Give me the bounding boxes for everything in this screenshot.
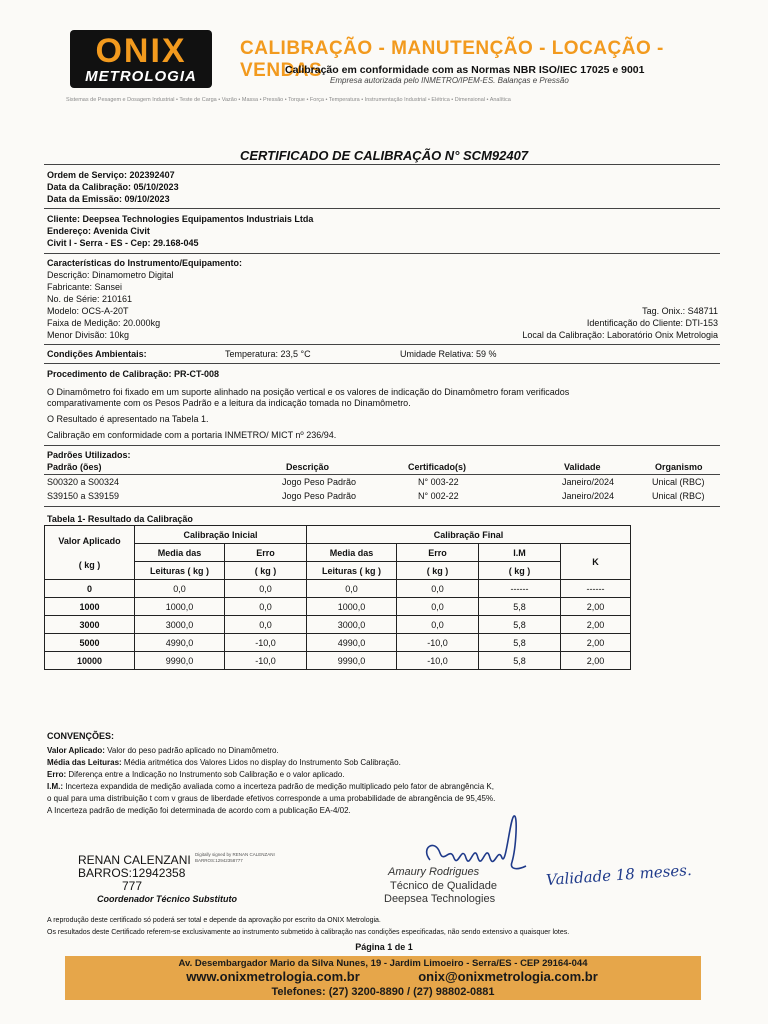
convention-text: Valor do peso padrão aplicado no Dinamômetro.: [104, 746, 279, 755]
calibration-date: Data da Calibração: 05/10/2023: [47, 182, 179, 192]
convention-im: [47, 782, 494, 791]
standard-row-pattern: S39150 a S39159: [47, 491, 120, 501]
results-table: [44, 525, 631, 670]
final-error-header: Erro: [397, 544, 479, 562]
procedure-label: Procedimento de Calibração: PR-CT-008: [47, 369, 220, 379]
footer-website: www.onixmetrologia.com.br: [186, 969, 360, 984]
table-caption: Tabela 1- Resultado da Calibração: [47, 514, 193, 524]
table-row: [45, 616, 631, 634]
convention-label: Erro:: [47, 770, 67, 779]
convention-text: Média aritmética dos Valores Lidos no display do Instrumento Sob Calibração.: [121, 758, 401, 767]
cell: 0,0: [397, 580, 479, 598]
standard-row-certificate: N° 002-22: [418, 491, 459, 501]
cell: 0,0: [225, 598, 307, 616]
coordinator-name: BARROS:12942358: [78, 866, 186, 880]
divider: [44, 445, 720, 446]
cell: 5,8: [479, 598, 561, 616]
certificate-title: CERTIFICADO DE CALIBRAÇÃO N° SCM92407: [239, 148, 529, 163]
table-row: [45, 634, 631, 652]
cell: 3000,0: [307, 616, 397, 634]
applied-unit: ( kg ): [78, 559, 101, 570]
standards-col-description: Descrição: [286, 462, 330, 472]
divider: [44, 363, 720, 364]
standard-row-organism: Unical (RBC): [652, 491, 705, 501]
service-order: Ordem de Serviço: 202392407: [47, 170, 175, 180]
calibration-location: Local da Calibração: Laboratório Onix Metrologia: [522, 330, 718, 340]
cell: 0,0: [307, 580, 397, 598]
cell: 0,0: [135, 580, 225, 598]
col-final: Calibração Final: [307, 526, 631, 544]
cell: ------: [479, 580, 561, 598]
coordinator-role: Coordenador Técnico Substituto: [97, 894, 238, 904]
standards-col-organism: Organismo: [655, 462, 703, 472]
tag-onix: Tag. Onix.: S48711: [642, 306, 718, 316]
disclaimer-line: Os resultados deste Certificado referem-se exclusivamente ao instrumento submetido à calibração nas condições especificadas, não sendo extensivo a quaisquer lotes.: [47, 929, 570, 936]
instrument-division: Menor Divisão: 10kg: [47, 330, 130, 340]
final-mean-header: Media das: [307, 544, 397, 562]
standards-heading: Padrões Utilizados:: [47, 450, 131, 460]
col-applied: [45, 526, 135, 580]
divider: [44, 506, 720, 507]
tech-company: Deepsea Technologies: [384, 893, 496, 905]
procedure-text: O Dinamômetro foi fixado em um suporte alinhado na posição vertical e os valores de indicação do Dinamômetro foram verificados: [47, 387, 570, 397]
cell: -10,0: [397, 634, 479, 652]
onix-logo: [70, 30, 212, 88]
services-band: Sistemas de Pesagem e Dosagem Industrial • Teste de Carga • Vazão • Massa • Pressão • Torque • Força • Temperatura • Instrumentação Industrial • Elétrica • Dimensional • Analítica: [66, 97, 511, 103]
footer-band: [65, 956, 701, 1000]
initial-mean-unit: Leituras ( kg ): [135, 562, 225, 580]
standard-row-description: Jogo Peso Padrão: [282, 491, 357, 501]
standard-row-pattern: S00320 a S00324: [47, 477, 120, 487]
footer-address: Av. Desembargador Mario da Silva Nunes, 19 - Jardim Limoeiro - Serra/ES - CEP 29164-044: [178, 958, 588, 969]
cell: 0,0: [225, 580, 307, 598]
client-name: Cliente: Deepsea Technologies Equipamentos Industriais Ltda: [47, 214, 314, 224]
standard-row-certificate: N° 003-22: [418, 477, 459, 487]
table-row: [45, 652, 631, 670]
cell: 9990,0: [307, 652, 397, 670]
coordinator-name: RENAN CALENZANI: [78, 853, 191, 867]
cell: 5000: [45, 634, 135, 652]
standard-row-validity: Janeiro/2024: [562, 477, 615, 487]
tech-name: Amaury Rodrigues: [388, 866, 480, 878]
instrument-manufacturer: Fabricante: Sansei: [47, 282, 123, 292]
convention-im-3: A Incerteza padrão de medição foi determinada de acordo com a publicação EA-4/02.: [47, 806, 351, 815]
k-header: K: [561, 544, 631, 580]
divider: [44, 344, 720, 345]
table-row: [45, 598, 631, 616]
divider: [44, 253, 720, 254]
convention-im-2: o qual para uma distribuição t com v graus de liberdade efetivos corresponde a uma probabilidade de abrangência de 95,45%.: [47, 794, 496, 803]
standard-row-validity: Janeiro/2024: [562, 491, 615, 501]
cell: 1000,0: [307, 598, 397, 616]
initial-error-unit: ( kg ): [225, 562, 307, 580]
cell: 0,0: [225, 616, 307, 634]
instrument-description: Descrição: Dinamometro Digital: [47, 270, 174, 280]
cell: 0,0: [397, 616, 479, 634]
client-city: Civit I - Serra - ES - Cep: 29.168-045: [47, 238, 199, 248]
authorized-line: Empresa autorizada pelo INMETRO/IPEM-ES. Balanças e Pressão: [330, 76, 569, 85]
client-address: Endereço: Avenida Civit: [47, 226, 150, 236]
convention-label: Média das Leituras:: [47, 758, 122, 767]
final-mean-unit: Leituras ( kg ): [307, 562, 397, 580]
cell: 5,8: [479, 652, 561, 670]
environment-label: Condições Ambientais:: [47, 349, 147, 359]
divider: [44, 164, 720, 165]
convention-applied: [47, 746, 279, 755]
cell: 10000: [45, 652, 135, 670]
cell: 0,0: [397, 598, 479, 616]
initial-error-header: Erro: [225, 544, 307, 562]
divider: [44, 474, 720, 475]
procedure-text: comparativamente com os Pesos Padrão e a leitura da indicação tomada no Dinamômetro.: [47, 398, 411, 408]
divider: [44, 208, 720, 209]
standards-col-certificate: Certificado(s): [408, 462, 467, 472]
conformity-line: Calibração em conformidade com as Normas NBR ISO/IEC 17025 e 9001: [285, 64, 645, 76]
convention-text: Diferença entre a Indicação no Instrumento sob Calibração e o valor aplicado.: [66, 770, 345, 779]
instrument-heading: Características do Instrumento/Equipamento:: [47, 258, 243, 268]
cell: ------: [561, 580, 631, 598]
applied-label: Valor Aplicado: [58, 535, 121, 546]
logo-bottom: METROLOGIA: [85, 68, 197, 85]
page-number: Página 1 de 1: [355, 942, 413, 952]
instrument-range: Faixa de Medição: 20.000kg: [47, 318, 161, 328]
cell: 4990,0: [135, 634, 225, 652]
final-error-unit: ( kg ): [397, 562, 479, 580]
convention-label: I.M.:: [47, 782, 63, 791]
procedure-conformity: Calibração em conformidade com a portaria INMETRO/ MICT nº 236/94.: [47, 430, 337, 440]
cell: 4990,0: [307, 634, 397, 652]
standard-row-organism: Unical (RBC): [652, 477, 705, 487]
im-unit: ( kg ): [479, 562, 561, 580]
convention-mean: [47, 758, 401, 767]
conventions-heading: CONVENÇÕES:: [47, 731, 115, 741]
procedure-result: O Resultado é apresentado na Tabela 1.: [47, 414, 209, 424]
temperature: Temperatura: 23,5 °C: [225, 349, 311, 359]
standards-col-pattern: Padrão (ões): [47, 462, 102, 472]
footer-phones: Telefones: (27) 3200-8890 / (27) 98802-0881: [271, 986, 495, 998]
client-identification: Identificação do Cliente: DTI-153: [586, 318, 718, 328]
convention-label: Valor Aplicado:: [47, 746, 105, 755]
cell: 3000,0: [135, 616, 225, 634]
tech-role: Técnico de Qualidade: [390, 880, 498, 892]
convention-error: [47, 770, 345, 779]
cell: 5,8: [479, 634, 561, 652]
coordinator-name: 777: [122, 879, 143, 893]
standard-row-description: Jogo Peso Padrão: [282, 477, 357, 487]
cell: 2,00: [561, 634, 631, 652]
cell: -10,0: [397, 652, 479, 670]
cell: 2,00: [561, 652, 631, 670]
cell: 3000: [45, 616, 135, 634]
validity-note: Validade 18 meses.: [545, 860, 693, 890]
table-row: [45, 580, 631, 598]
cell: 9990,0: [135, 652, 225, 670]
issue-date: Data da Emissão: 09/10/2023: [47, 194, 170, 204]
standards-col-validity: Validade: [564, 462, 601, 472]
cell: 2,00: [561, 598, 631, 616]
convention-text: Incerteza expandida de medição avaliada como a incerteza padrão de medição multiplicado pelo fator de abrangência K,: [63, 782, 494, 791]
cell: 1000: [45, 598, 135, 616]
initial-mean-header: Media das: [135, 544, 225, 562]
cell: -10,0: [225, 634, 307, 652]
im-header: I.M: [479, 544, 561, 562]
humidity: Umidade Relativa: 59 %: [400, 349, 497, 359]
cell: 0: [45, 580, 135, 598]
disclaimer-line: A reprodução deste certificado só poderá ser total e depende da aprovação por escrito da ONIX Metrologia.: [47, 917, 381, 924]
col-initial: Calibração Inicial: [135, 526, 307, 544]
cell: 2,00: [561, 616, 631, 634]
instrument-model: Modelo: OCS-A-20T: [47, 306, 129, 316]
cell: -10,0: [225, 652, 307, 670]
instrument-serial: No. de Série: 210161: [47, 294, 133, 304]
company-tagline: CALIBRAÇÃO - MANUTENÇÃO - LOCAÇÃO - VENDAS: [240, 38, 664, 81]
digital-signature-note: Digitally signed by RENAN CALENZANI BARROS:12942358777: [195, 852, 275, 863]
cell: 1000,0: [135, 598, 225, 616]
footer-email: onix@onixmetrologia.com.br: [418, 969, 598, 984]
logo-top: ONIX: [95, 32, 187, 70]
cell: 5,8: [479, 616, 561, 634]
